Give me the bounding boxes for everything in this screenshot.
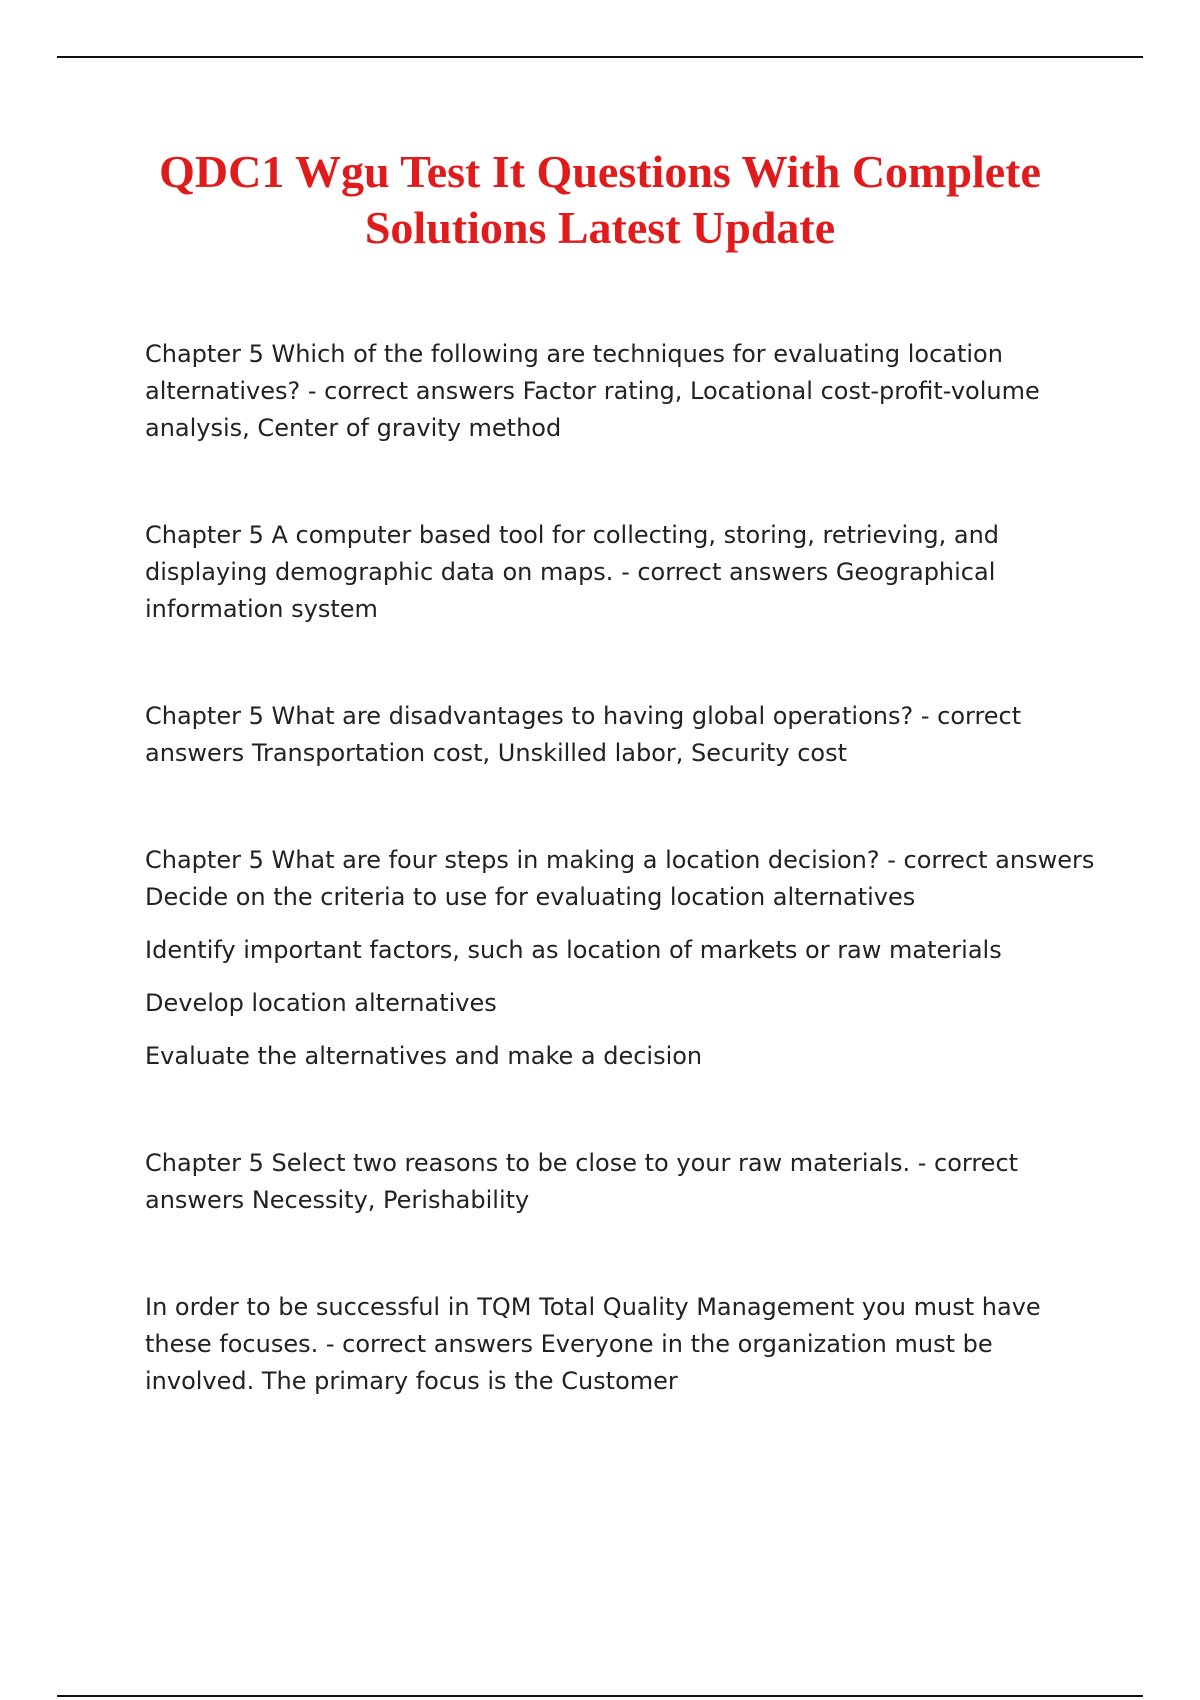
qa-entry bbox=[145, 336, 1095, 447]
qa-step: Develop location alternatives bbox=[145, 989, 497, 1017]
footer-rule bbox=[57, 1695, 1143, 1697]
qa-entry bbox=[145, 1145, 1095, 1219]
qa-step: Identify important factors, such as location of markets or raw materials bbox=[145, 936, 1002, 964]
qa-step: Evaluate the alternatives and make a decision bbox=[145, 1042, 703, 1070]
qa-entry bbox=[145, 698, 1095, 772]
qa-text: Chapter 5 A computer based tool for collecting, storing, retrieving, and displaying demographic data on maps. - correct answers Geographical information system bbox=[145, 521, 1000, 623]
header-rule bbox=[57, 56, 1143, 58]
qa-text: Chapter 5 What are four steps in making a location decision? - correct answers Decide on the criteria to use for evaluating location alternatives bbox=[145, 846, 1095, 911]
qa-entry bbox=[145, 517, 1095, 628]
qa-entry bbox=[145, 1289, 1095, 1400]
qa-text: Chapter 5 Which of the following are techniques for evaluating location alternatives? - correct answers Factor rating, Locational cost-profit-volume analysis, Center of gravity method bbox=[145, 340, 1040, 442]
qa-text: Chapter 5 What are disadvantages to having global operations? - correct answers Transportation cost, Unskilled labor, Security cost bbox=[145, 702, 1022, 767]
qa-text: Chapter 5 Select two reasons to be close to your raw materials. - correct answers Necessity, Perishability bbox=[145, 1149, 1019, 1214]
qa-list bbox=[145, 336, 1095, 1470]
document-title: QDC1 Wgu Test It Questions With Complete Solutions Latest Update bbox=[159, 146, 1041, 253]
qa-entry bbox=[145, 842, 1095, 1075]
qa-text: In order to be successful in TQM Total Quality Management you must have these focuses. - correct answers Everyone in the organization must be involved. The primary focus is the Customer bbox=[145, 1293, 1041, 1395]
